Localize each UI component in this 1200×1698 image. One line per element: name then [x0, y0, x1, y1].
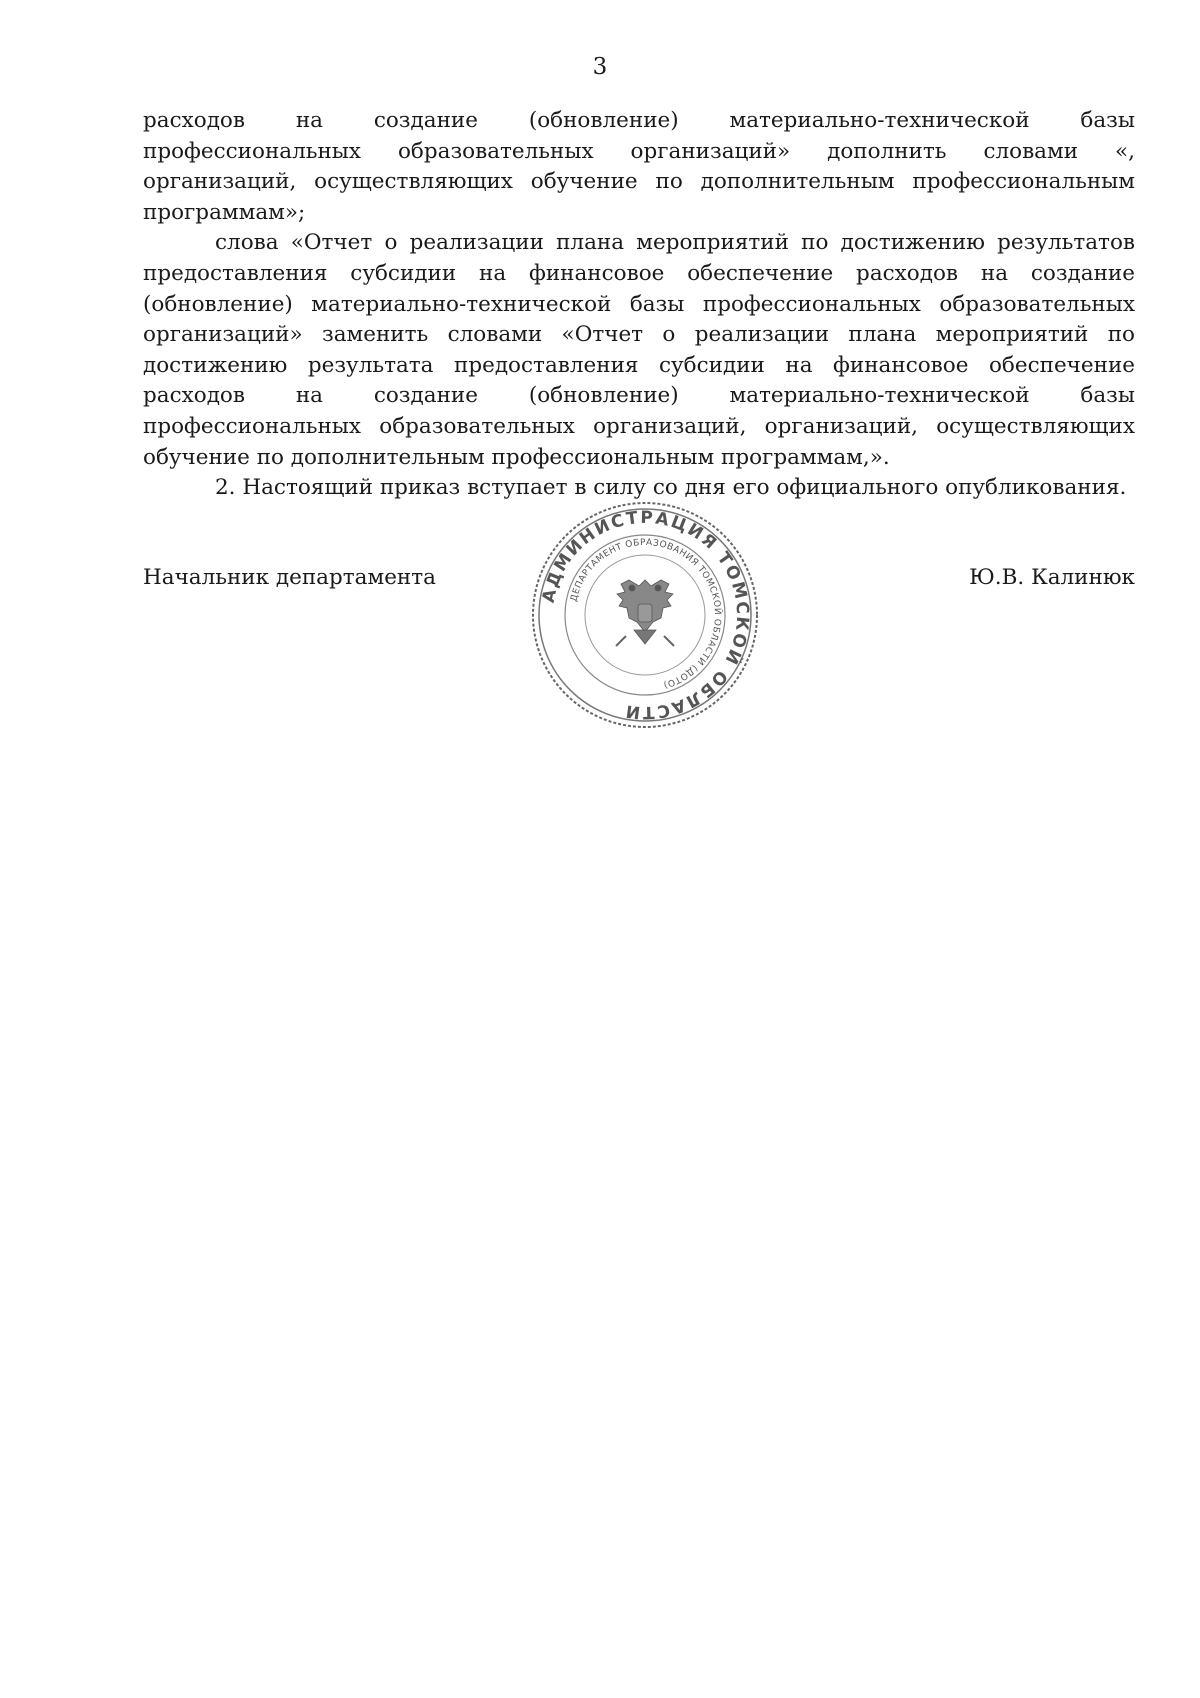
- paragraph-continuation: расходов на создание (обновление) материально-технической базы профессиональных образовательных организаций» дополнить словами «, организаций, осуществляющих обучение по дополнительным профессиональным программам»;: [143, 108, 1135, 225]
- signer-title: Начальник департамента: [143, 565, 436, 590]
- stamp-outer-text: АДМИНИСТРАЦИЯ ТОМСКОЙ ОБЛАСТИ: [538, 507, 753, 723]
- document-body: [143, 106, 1135, 504]
- double-headed-eagle-icon: [616, 580, 674, 646]
- stamp-seal-icon: [530, 500, 760, 730]
- official-stamp: [530, 500, 760, 730]
- paragraph-replacement: слова «Отчет о реализации плана мероприятий по достижению результатов предоставления субсидии на финансовое обеспечение расходов на создание (обновление) материально-технической базы профессиональных образовательных организаций» заменить словами «Отчет о реализации плана мероприятий по достижению результата предоставления субсидии на финансовое обеспечение расходов на создание (обновление) материально-технической базы профессиональных образовательных организаций, организаций, осуществляющих обучение по дополнительным профессиональным программам,».: [143, 230, 1135, 470]
- stamp-inner-text: ДЕПАРТАМЕНТ ОБРАЗОВАНИЯ ТОМСКОЙ ОБЛАСТИ (ДОТО): [569, 537, 723, 690]
- page-number: 3: [592, 54, 608, 80]
- paragraph-effective-date: 2. Настоящий приказ вступает в силу со дня его официального опубликования.: [215, 475, 1127, 501]
- signer-name: Ю.В. Калинюк: [969, 565, 1135, 590]
